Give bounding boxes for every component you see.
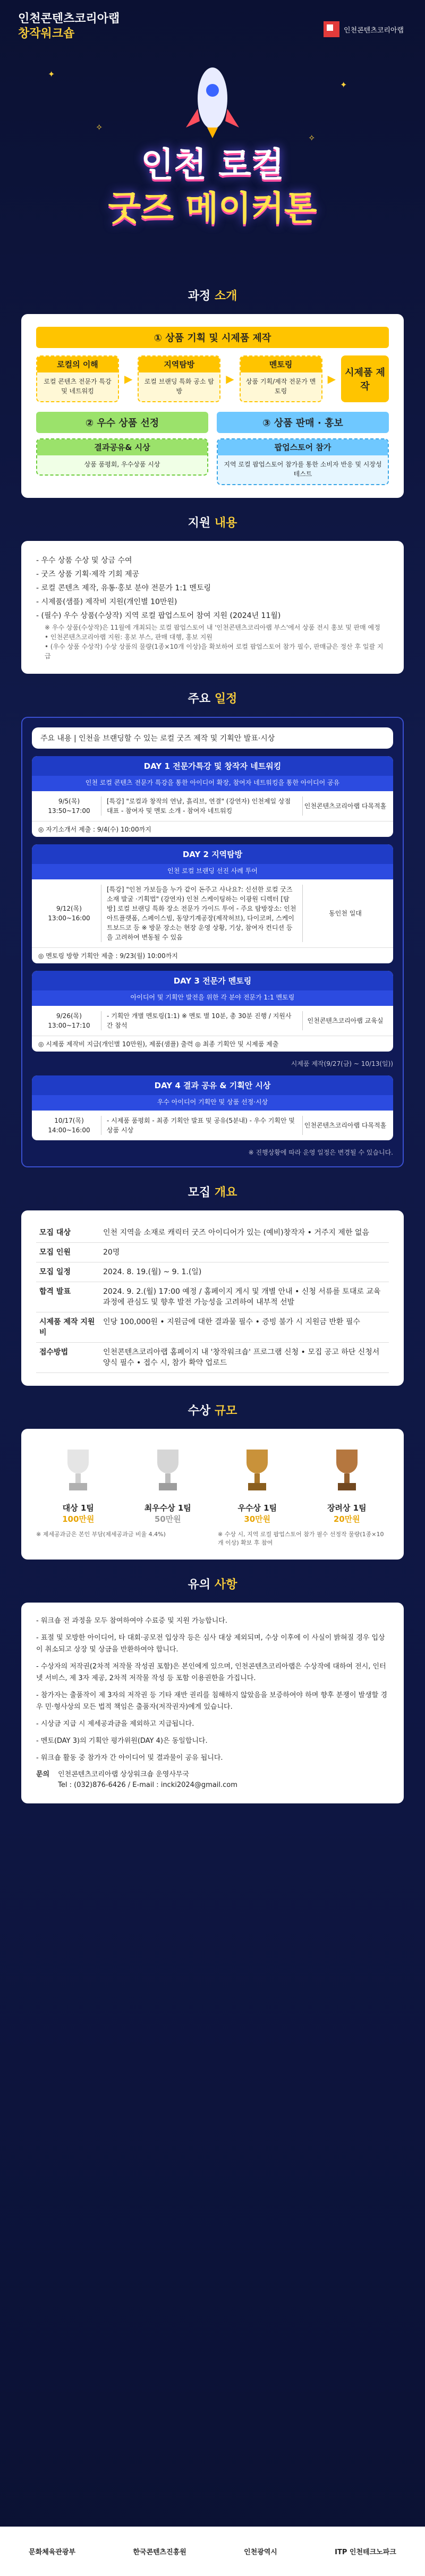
award-prize: 100만원 <box>62 1514 95 1524</box>
notice-section <box>21 1575 404 1803</box>
process-col2 <box>36 412 208 485</box>
notice-list <box>36 1615 389 1764</box>
day-content: - 기획안 개별 멘토링(1:1) ※ 멘토 별 10분, 총 30분 진행 / 지원사 간 참석 <box>101 1011 303 1030</box>
recruit-title-b: 개요 <box>214 1186 237 1199</box>
sub3-desc: 지역 로컬 팝업스토어 참가를 통한 소비자 반응 및 시장성 테스트 <box>224 461 382 478</box>
footer-logo-itp: ITP 인천테크노파크 <box>335 2548 396 2556</box>
schedule-footnote: ※ 진행상황에 따라 운영 일정은 변경될 수 있습니다. <box>248 1149 393 1156</box>
awards-notes <box>36 1530 389 1547</box>
contact-org: 인천콘텐츠코리아랩 상상워크숍 운영사무국 <box>58 1770 189 1778</box>
recruit-table <box>36 1223 389 1373</box>
process-title-a: 과정 <box>188 290 211 303</box>
process-step-big: 시제품 제작 <box>341 355 389 402</box>
row-value: 20명 <box>100 1243 389 1262</box>
awards-card <box>21 1429 404 1560</box>
brand-line2: 창작워크숍 <box>18 27 75 40</box>
sub2-head: 결과공유& 시상 <box>37 439 207 455</box>
day-body <box>32 1006 393 1036</box>
schedule-title <box>21 690 404 706</box>
notice-title <box>21 1575 404 1592</box>
hero <box>0 48 425 271</box>
table-row <box>36 1223 389 1243</box>
day-sub: 아이디어 및 기획안 발전을 위한 각 분야 전문가 1:1 멘토링 <box>32 990 393 1006</box>
footer <box>0 2527 425 2576</box>
awards-note: ※ 제세공과금은 본인 부담(제세공과금 비율 4.4%) <box>36 1531 166 1538</box>
footer-logo-kocca: 한국콘텐츠진흥원 <box>133 2548 186 2556</box>
process-step <box>240 355 322 402</box>
notice-item: - 수상자의 저작권(2차적 저작물 작성권 포함)은 본인에게 있으며, 인천콘텐츠코리아랩은 수상작에 대하여 전시, 인터넷 서비스, 제 3자 제공, 2차적 저작물 작성 등 포함 이용권한을 가집니다. <box>36 1663 386 1682</box>
day-card <box>32 1075 393 1140</box>
arrow-icon: ▶ <box>226 372 234 385</box>
schedule-wrap <box>21 717 404 1167</box>
process-step <box>36 355 119 402</box>
step-desc: 로컬 브랜딩 특화 공소 탐방 <box>144 378 214 395</box>
contact-info <box>58 1769 237 1791</box>
day-head: DAY 3 전문가 멘토링 <box>32 971 393 990</box>
trophy-icon <box>239 1447 276 1495</box>
support-title <box>21 514 404 530</box>
day-head: DAY 4 결과 공유 & 기획안 시상 <box>32 1075 393 1095</box>
hero-title <box>0 143 425 231</box>
table-row <box>36 1312 389 1343</box>
table-row <box>36 1262 389 1282</box>
hero-title-line1: 인천 로컬 <box>141 146 284 185</box>
day-head: DAY 2 지역탐방 <box>32 844 393 864</box>
day-card <box>32 756 393 837</box>
notice-item: - 워크숍 활동 중 참가자 간 아이디어 및 결과물이 공유 됩니다. <box>36 1754 223 1762</box>
row-value: 인당 100,000원 • 지원금에 대한 결과물 필수 • 증빙 불가 시 지원금 반환 필수 <box>100 1312 389 1343</box>
brand <box>18 12 120 41</box>
schedule-period: 시제품 제작(9/27(금) ~ 10/13(일)) <box>291 1060 393 1067</box>
award-name: 최우수상 1팀 <box>144 1503 191 1513</box>
award-item <box>36 1447 121 1524</box>
awards-row <box>36 1442 389 1530</box>
recruit-card <box>21 1210 404 1386</box>
day-where: 인천콘텐츠코리아랩 교육실 <box>307 1017 384 1024</box>
org-name: 인천콘텐츠코리아랩 <box>343 26 404 35</box>
brand-line1: 인천콘텐츠코리아랩 <box>18 12 120 26</box>
support-item: - 굿즈 상품 기획·제작 기회 제공 <box>36 570 140 579</box>
day-head: DAY 1 전문가특강 및 창작자 네트워킹 <box>32 756 393 776</box>
recruit-title <box>21 1183 404 1200</box>
support-item: - 로컬 콘텐츠 제작, 유통·홍보 분야 전문가 1:1 멘토링 <box>36 584 211 592</box>
support-sub: • (우수 상품 수상작) 수상 상품의 물량(1종×10개 이상)을 확보하여 로컬 팝업스토어 참가 필수, 판매금은 정산 후 일괄 지급 <box>45 643 384 660</box>
award-prize: 20만원 <box>333 1514 360 1524</box>
day-sub: 인천 로컬 콘텐츠 전문가 특강을 통한 아이디어 확장, 참여자 네트워킹을 통한 아이디어 공유 <box>32 776 393 791</box>
day-where: 동인천 일대 <box>329 910 362 917</box>
day-when: 10/17(목) 14:00~16:00 <box>48 1117 90 1134</box>
awards-note: ※ 수상 시, 지역 로컬 팝업스토어 참가 필수 선정작 물량(1종×10개 이상) 확보 후 참여 <box>218 1531 384 1546</box>
day-body <box>32 791 393 821</box>
day-sub: 우수 아이디어 기획안 및 상품 선정·시상 <box>32 1095 393 1111</box>
awards-title-a: 수상 <box>188 1404 211 1418</box>
row-key: 모집 일정 <box>36 1262 100 1282</box>
trophy-icon <box>328 1447 366 1495</box>
org-logo-icon <box>324 21 339 37</box>
day-when: 9/5(목) 13:50~17:00 <box>48 798 90 815</box>
process-sub3 <box>217 438 389 485</box>
day-body <box>32 879 393 947</box>
day-note: ◎ 시제품 제작비 지급(개인별 10만원), 제품(샘플) 출력 ◎ 최종 기획안 및 시제품 제출 <box>32 1036 393 1052</box>
row-value: 인천 지역을 소재로 캐릭터 굿즈 아이디어가 있는 (예비)창작자 • 거주지 제한 없음 <box>100 1223 389 1243</box>
star-icon: ✦ <box>340 80 347 90</box>
row-value: 2024. 9. 2.(월) 17:00 예정 / 홈페이지 게시 및 개별 안내 • 신청 서류를 토대로 교육과정에 관심도 및 향후 발전 가능성을 고려하여 내부적 선발 <box>100 1282 389 1312</box>
process-bar2: ② 우수 상품 선정 <box>36 412 208 433</box>
support-section <box>21 514 404 674</box>
award-prize: 50만원 <box>154 1514 181 1524</box>
table-row <box>36 1243 389 1262</box>
contact <box>36 1769 389 1791</box>
star-icon: ✧ <box>308 133 316 143</box>
support-title-a: 지원 <box>188 516 211 530</box>
awards-section <box>21 1402 404 1560</box>
arrow-icon: ▶ <box>327 372 336 385</box>
day-content: [특강] "인천 가보들을 누가 같이 돈주고 사나요?: 신선한 로컬 굿즈 소재 발굴 ·기획법" (강연자) 인천 스케이팅하는 이광원 디렉터 [탐방] 로컬 브랜딩 특화 장소 전문가 가이드 투어 - 주요 탐방장소: 인천아트플랫폼, 스페이스빔, 동양기계공장(제작허브), 다이코퍼, 스케이트보드코 등 ※ 방문 장소는 현장 운영 상황, 기상, 참여자 컨디션 등을 고려하여 변동될 수 있음 <box>101 885 303 942</box>
row-key: 시제품 제작 지원비 <box>36 1312 100 1343</box>
step-desc: 로컬 콘텐츠 전문가 특강 및 네트워킹 <box>44 378 112 395</box>
footer-logo-incheon: 인천광역시 <box>244 2548 277 2556</box>
process-step <box>138 355 220 402</box>
notice-item: - 표절 및 모방한 아이디어, 타 대회·공모전 입상작 등은 심사 대상 제외되며, 수상 이후에 이 사실이 밝혀질 경우 입상이 취소되고 상장 및 상금을 반환하여야 합니다. <box>36 1634 385 1654</box>
support-sub: • 인천콘텐츠코리아랩 지원: 홍보 부스, 판매 대행, 홍보 지원 <box>45 633 212 641</box>
step-head: 멘토링 <box>241 357 321 372</box>
process-row2 <box>36 412 389 485</box>
recruit-title-a: 모집 <box>188 1186 211 1199</box>
award-item <box>305 1447 389 1524</box>
step-head: 지역탐방 <box>139 357 219 372</box>
sub3-head: 팝업스토어 참가 <box>218 439 388 455</box>
row-key: 합격 발표 <box>36 1282 100 1312</box>
hero-title-line2: 굿즈 메이커톤 <box>108 189 317 228</box>
star-icon: ✧ <box>96 122 103 132</box>
table-row <box>36 1282 389 1312</box>
process-bar1: ① 상품 기획 및 시제품 제작 <box>36 327 389 348</box>
support-item: - 우수 상품 수상 및 상금 수여 <box>36 556 132 565</box>
award-item <box>126 1447 210 1524</box>
notice-item: - 워크숍 전 과정을 모두 참여하여야 수료증 및 지원 가능합니다. <box>36 1617 227 1625</box>
step-head: 로컬의 이해 <box>37 357 118 372</box>
contact-label: 문의 <box>36 1770 50 1778</box>
process-sub2 <box>36 438 208 476</box>
header <box>0 0 425 48</box>
schedule-title-a: 주요 <box>188 692 211 706</box>
support-item: - (필수) 우수 상품(수상작) 지역 로컬 팝업스토어 참여 지원 (2024년 11월) <box>36 612 281 620</box>
notice-item: - 시상금 지급 시 제세공과금을 제외하고 지급됩니다. <box>36 1720 194 1728</box>
day-where: 인천콘텐츠코리아랩 다목적홀 <box>304 802 387 810</box>
award-name: 우수상 1팀 <box>237 1503 277 1513</box>
notice-card <box>21 1603 404 1803</box>
day-card <box>32 844 393 963</box>
process-bar3: ③ 상품 판매 · 홍보 <box>217 412 389 433</box>
support-title-b: 내용 <box>214 516 237 530</box>
day-content: [특강] "로컬과 창작의 연남, 흙리브, 연결" (강연자) 인천제일 상점 대표 - 참여자 및 멘토 소개 - 참여자 네트워킹 <box>101 796 303 816</box>
award-name: 장려상 1팀 <box>327 1503 367 1513</box>
awards-title-b: 규모 <box>214 1404 237 1418</box>
recruit-section <box>21 1183 404 1386</box>
process-col3 <box>217 412 389 485</box>
schedule-title-b: 일정 <box>214 692 237 706</box>
day-when: 9/12(목) 13:00~16:00 <box>48 905 90 922</box>
award-name: 대상 1팀 <box>62 1503 94 1513</box>
day-note: ◎ 자기소개서 제출 : 9/4(수) 10:00까지 <box>32 821 393 837</box>
row-key: 접수방법 <box>36 1343 100 1373</box>
award-item <box>215 1447 300 1524</box>
org <box>324 21 404 37</box>
row-key: 모집 대상 <box>36 1223 100 1243</box>
star-icon: ✦ <box>48 69 55 79</box>
day-body <box>32 1111 393 1140</box>
support-item: - 시제품(샘플) 제작비 지원(개인별 10만원) <box>36 598 177 606</box>
row-key: 모집 인원 <box>36 1243 100 1262</box>
rocket-icon <box>165 58 260 138</box>
schedule-section <box>21 690 404 1167</box>
support-card <box>21 541 404 674</box>
notice-title-a: 유의 <box>188 1578 211 1591</box>
process-section <box>21 287 404 498</box>
day-content: - 시제품 품평회 - 최종 기획안 발표 및 공유(5분내) - 우수 기획안 및 상품 시상 <box>101 1116 303 1135</box>
process-title-b: 소개 <box>214 290 237 303</box>
notice-title-b: 사항 <box>214 1578 237 1591</box>
notice-item: - 멘토(DAY 3)의 기획안 평가위원(DAY 4)은 동일합니다. <box>36 1737 208 1745</box>
footer-logo-mcst: 문화체육관광부 <box>29 2548 76 2556</box>
sub2-desc: 상품 품평회, 우수상품 시상 <box>84 461 160 468</box>
trophy-icon <box>149 1447 186 1495</box>
process-card <box>21 314 404 498</box>
process-title <box>21 287 404 303</box>
awards-title <box>21 1402 404 1418</box>
process-flow <box>36 355 389 402</box>
day-when: 9/26(목) 13:00~17:10 <box>48 1012 90 1029</box>
day-card <box>32 971 393 1052</box>
trophy-icon <box>60 1447 97 1495</box>
row-value: 인천콘텐츠코리아랩 홈페이지 내 '창작워크숍' 프로그램 신청 • 모집 공고 하단 신청서 양식 필수 • 접수 시, 참가 확약 업로드 <box>100 1343 389 1373</box>
contact-detail: Tel : (032)876-6426 / E-mail : incki2024@gmail.com <box>58 1781 237 1789</box>
day-where: 인천콘텐츠코리아랩 다목적홀 <box>304 1122 387 1129</box>
table-row <box>36 1343 389 1373</box>
support-sub: ※ 우수 상품(수상작)은 11월에 개최되는 로컬 팝업스토어 내 '인천콘텐츠코리아랩 부스'에서 상품 전시 홍보 및 판매 예정 <box>45 624 380 631</box>
step-desc: 상품 기획/제작 전문가 멘토링 <box>245 378 316 395</box>
notice-item: - 참가자는 출품작이 제 3자의 저작권 등 기타 재반 권리를 침해하지 않았음을 보증하여야 하며 향후 분쟁이 발생할 경우 민·형사상의 모든 법적 책임은 출품자(저작권자)에게 있습니다. <box>36 1691 387 1711</box>
row-value: 2024. 8. 19.(월) ~ 9. 1.(일) <box>100 1262 389 1282</box>
day-note: ◎ 멘토링 방향 기획안 제출 : 9/23(월) 10:00까지 <box>32 947 393 963</box>
arrow-icon: ▶ <box>124 372 133 385</box>
day-sub: 인천 로컬 브랜딩 선진 사례 투어 <box>32 864 393 879</box>
award-prize: 30만원 <box>244 1514 271 1524</box>
schedule-topic: 주요 내용 | 인천을 브랜딩할 수 있는 로컬 굿즈 제작 및 기획안 발표·시상 <box>32 727 393 749</box>
